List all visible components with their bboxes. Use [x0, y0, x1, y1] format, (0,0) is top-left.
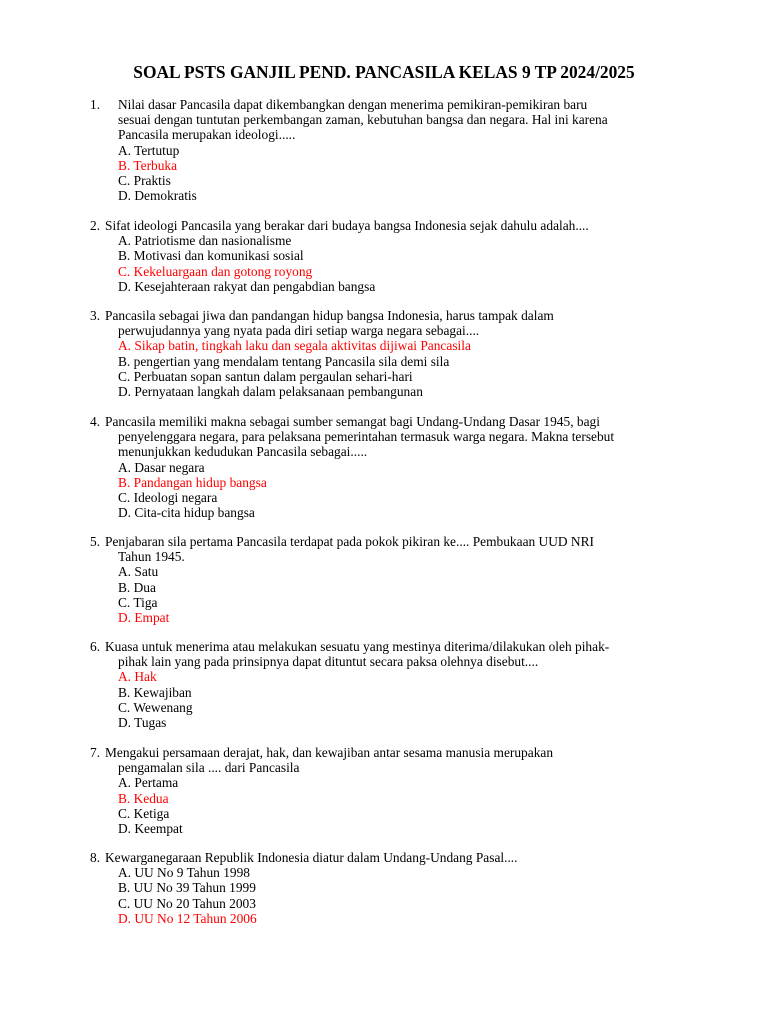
answer-option: D. Kesejahteraan rakyat dan pengabdian bangsa [118, 278, 376, 294]
question-number: 6. [90, 639, 101, 654]
answer-option: D. Pernyataan langkah dalam pelaksanaan pembangunan [118, 384, 423, 399]
answer-option: D. Cita-cita hidup bangsa [118, 505, 255, 521]
question-number: 2. [90, 218, 101, 233]
answer-option: A. Pertama [118, 775, 179, 791]
question-stem-line: Mengakui persamaan derajat, hak, dan kewajiban antar sesama manusia merupakan [105, 745, 554, 760]
question-stem-line: Pancasila memiliki makna sebagai sumber semangat bagi Undang-Undang Dasar 1945, bagi [105, 414, 600, 429]
question-number: 7. [90, 745, 101, 760]
answer-option-correct: D. UU No 12 Tahun 2006 [118, 910, 257, 926]
answer-option: B. Dua [118, 579, 156, 595]
question-stem-line: Nilai dasar Pancasila dapat dikembangkan dengan menerima pemikiran-pemikiran baru [118, 97, 588, 112]
question-number: 1. [90, 97, 101, 112]
answer-option: C. UU No 20 Tahun 2003 [118, 895, 256, 911]
answer-option: A. Dasar negara [118, 459, 205, 475]
answer-option-correct: B. Pandangan hidup bangsa [118, 474, 267, 490]
answer-option-correct: B. Kedua [118, 790, 169, 806]
question-stem-line: penyelenggara negara, para pelaksana pemerintahan termasuk warga negara. Makna tersebut [118, 429, 615, 445]
question-stem-line: perwujudannya yang nyata pada diri setiap warga negara sebagai.... [118, 323, 480, 339]
answer-option: C. Ketiga [118, 805, 170, 821]
question-stem-line: Pancasila merupakan ideologi..... [118, 127, 296, 143]
answer-option: D. Keempat [118, 821, 183, 836]
answer-option: C. Wewenang [118, 699, 193, 715]
question-stem-line: Kewarganegaraan Republik Indonesia diatur dalam Undang-Undang Pasal.... [105, 850, 518, 865]
answer-option-correct: C. Kekeluargaan dan gotong royong [118, 263, 313, 279]
answer-option: B. Kewajiban [118, 684, 192, 700]
answer-option: A. Satu [118, 564, 159, 580]
question-stem-line: menunjukkan kedudukan Pancasila sebagai..... [118, 444, 368, 460]
answer-option: B. Motivasi dan komunikasi sosial [118, 248, 304, 264]
answer-option-correct: B. Terbuka [118, 157, 178, 173]
question-stem-line: pihak lain yang pada prinsipnya dapat dituntut secara paksa olehnya disebut.... [118, 654, 539, 670]
question-stem-line: Tahun 1945. [118, 549, 185, 565]
answer-option-correct: A. Sikap batin, tingkah laku dan segala aktivitas dijiwai Pancasila [118, 338, 471, 354]
question-stem-line: Kuasa untuk menerima atau melakukan sesuatu yang mestinya diterima/dilakukan oleh pihak- [105, 639, 610, 654]
question-stem-line: sesuai dengan tuntutan perkembangan zaman, kebutuhan bangsa dan negara. Hal ini karena [118, 112, 608, 128]
answer-option: C. Tiga [118, 594, 158, 610]
question-stem-line: pengamalan sila .... dari Pancasila [118, 760, 300, 776]
question-number: 3. [90, 308, 101, 323]
page-title: SOAL PSTS GANJIL PEND. PANCASILA KELAS 9 TP 2024/2025 [133, 62, 635, 82]
question-number: 4. [90, 414, 101, 429]
answer-option: C. Ideologi negara [118, 490, 218, 505]
question-stem-line: Pancasila sebagai jiwa dan pandangan hidup bangsa Indonesia, harus tampak dalam [105, 308, 554, 323]
answer-option: B. pengertian yang mendalam tentang Pancasila sila demi sila [118, 353, 450, 369]
answer-option: C. Praktis [118, 173, 171, 188]
answer-option: A. Patriotisme dan nasionalisme [118, 233, 292, 249]
question-number: 8. [90, 850, 101, 865]
answer-option-correct: A. Hak [118, 669, 157, 685]
question-number: 5. [90, 534, 101, 549]
question-stem-line: Sifat ideologi Pancasila yang berakar dari budaya bangsa Indonesia sejak dahulu adalah.... [105, 218, 589, 233]
answer-option: C. Perbuatan sopan santun dalam pergaulan sehari-hari [118, 368, 413, 384]
question-stem-line: Penjabaran sila pertama Pancasila terdapat pada pokok pikiran ke.... Pembukaan UUD NRI [105, 534, 594, 549]
answer-option: A. Tertutup [118, 142, 180, 158]
answer-option-correct: D. Empat [118, 610, 170, 625]
answer-option: D. Tugas [118, 715, 167, 730]
answer-option: D. Demokratis [118, 188, 197, 204]
answer-option: B. UU No 39 Tahun 1999 [118, 880, 256, 896]
answer-option: A. UU No 9 Tahun 1998 [118, 865, 250, 881]
